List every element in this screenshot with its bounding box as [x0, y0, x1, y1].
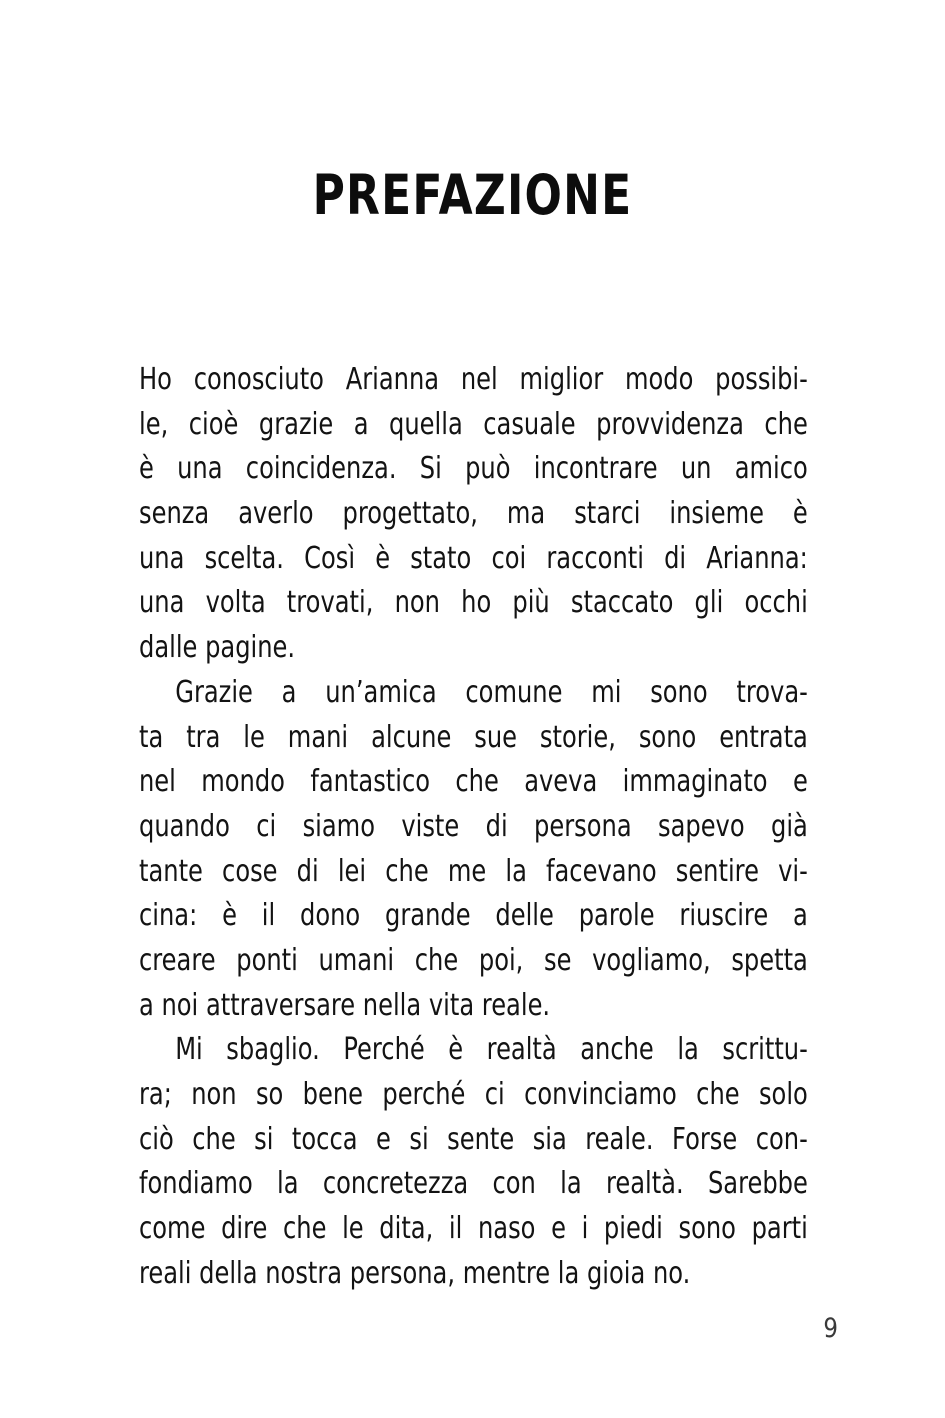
word: Grazie	[175, 674, 253, 710]
word: siamo	[302, 808, 375, 844]
word: è	[375, 540, 391, 576]
word: di	[296, 853, 319, 889]
word: trovati,	[286, 585, 374, 621]
word: sue	[474, 719, 517, 755]
word: le	[243, 719, 265, 755]
word: il	[261, 898, 276, 934]
word: una	[177, 451, 223, 487]
word: nel	[139, 764, 176, 800]
word: e	[792, 764, 808, 800]
word: il	[448, 1211, 463, 1247]
word: che	[414, 942, 459, 978]
word: grazie	[258, 406, 334, 442]
word: Arianna:	[706, 540, 808, 576]
text-line	[139, 358, 808, 403]
word: che	[283, 1211, 327, 1247]
word: umani	[318, 942, 395, 978]
word: più	[512, 585, 550, 621]
word: stato	[410, 540, 472, 576]
word: che	[764, 406, 808, 442]
word: un	[680, 451, 712, 487]
word: ma	[506, 496, 546, 532]
word: racconti	[546, 540, 644, 576]
text-line	[139, 1118, 808, 1163]
word: persona	[534, 808, 632, 844]
word: grande	[385, 898, 471, 934]
word: occhi	[744, 585, 808, 621]
word: tante	[139, 853, 203, 889]
word: la	[677, 1032, 699, 1068]
paragraph	[139, 358, 808, 671]
word: ra;	[139, 1077, 172, 1112]
word: convinciamo	[524, 1077, 677, 1112]
word: progettato,	[342, 496, 478, 532]
word: non	[191, 1077, 237, 1112]
word: tra	[186, 719, 221, 755]
word: mani	[287, 719, 349, 755]
word: se	[544, 942, 572, 978]
word: cioè	[188, 406, 239, 442]
word: che	[696, 1077, 740, 1112]
word: sono	[650, 674, 708, 710]
word: comune	[465, 674, 563, 710]
word: la	[277, 1166, 299, 1202]
word: i	[581, 1211, 589, 1247]
word: averlo	[238, 496, 314, 532]
word: un’amica	[325, 674, 437, 710]
text-line	[139, 403, 808, 448]
word: la	[560, 1166, 582, 1202]
word: che	[455, 764, 499, 800]
word: coi	[491, 540, 527, 576]
word: storie,	[539, 719, 616, 755]
word: amico	[734, 451, 808, 487]
word: sia	[532, 1121, 567, 1157]
word: spetta	[731, 942, 808, 978]
word: che	[192, 1121, 236, 1157]
text-line	[139, 894, 808, 939]
word: alcune	[371, 719, 452, 755]
word: una	[139, 585, 185, 621]
word: ponti	[236, 942, 298, 978]
word: aveva	[524, 764, 598, 800]
word: naso	[477, 1211, 536, 1247]
word: creare	[139, 942, 216, 978]
word: Così	[304, 540, 356, 576]
word: miglior	[519, 362, 604, 397]
text-line	[139, 447, 808, 492]
page-number: 9	[823, 1313, 838, 1344]
text-line	[139, 1073, 808, 1118]
word: cina:	[139, 898, 198, 934]
word: possibi-	[715, 362, 808, 397]
text-line	[139, 760, 808, 805]
word: senza	[139, 496, 210, 532]
paragraph	[139, 671, 808, 1029]
word: coincidenza.	[245, 451, 397, 487]
word: come	[139, 1211, 206, 1247]
word: può	[465, 451, 511, 487]
word: fantastico	[310, 764, 431, 800]
word: ta	[139, 719, 164, 755]
word: realtà.	[605, 1166, 684, 1202]
word: a	[353, 406, 369, 442]
word: cose	[222, 853, 278, 889]
word: Si	[419, 451, 442, 487]
text-line	[139, 1028, 808, 1073]
word: scrittu-	[722, 1032, 808, 1068]
word: anche	[580, 1032, 654, 1068]
word: a	[793, 898, 808, 934]
word: Arianna	[345, 362, 440, 397]
word: le	[342, 1211, 364, 1247]
text-line	[139, 939, 808, 984]
word: è	[792, 496, 808, 532]
word: viste	[401, 808, 460, 844]
word: ho	[461, 585, 492, 621]
word: reale.	[585, 1121, 654, 1157]
word: Ho	[139, 362, 172, 397]
word: solo	[758, 1077, 808, 1112]
word: tocca	[291, 1121, 358, 1157]
word: immaginato	[622, 764, 768, 800]
word: di	[664, 540, 687, 576]
word: ci	[256, 808, 277, 844]
word: modo	[624, 362, 694, 397]
word: quella	[389, 406, 463, 442]
text-line	[139, 805, 808, 850]
word: non	[394, 585, 440, 621]
word: scelta.	[204, 540, 284, 576]
word: e	[551, 1211, 566, 1247]
text-line	[139, 1207, 808, 1252]
word: entrata	[719, 719, 808, 755]
body-text-block	[139, 358, 808, 1296]
text-line	[139, 716, 808, 761]
word: una	[139, 540, 185, 576]
text-line	[139, 850, 808, 895]
word: Perché	[343, 1032, 425, 1068]
word: sbaglio.	[226, 1032, 320, 1068]
word: di	[485, 808, 508, 844]
word: perché	[382, 1077, 466, 1112]
word: facevano	[546, 853, 657, 889]
word: è	[139, 451, 154, 487]
word: è	[448, 1032, 464, 1068]
word: che	[385, 853, 429, 889]
text-line	[139, 1162, 808, 1207]
word: e	[376, 1121, 391, 1157]
word: so	[255, 1077, 284, 1112]
word: si	[254, 1121, 274, 1157]
word: vi-	[778, 853, 808, 889]
word: ciò	[139, 1121, 174, 1157]
word: lei	[337, 853, 367, 889]
word: quando	[139, 808, 230, 844]
word: le,	[139, 406, 169, 442]
word: piedi	[603, 1211, 663, 1247]
text-line: a noi attraversare nella vita reale.	[139, 987, 551, 1023]
word: vogliamo,	[592, 942, 711, 978]
word: provvidenza	[596, 406, 744, 442]
word: sente	[447, 1121, 515, 1157]
word: riuscire	[679, 898, 769, 934]
text-line	[139, 581, 808, 626]
word: trova-	[736, 674, 808, 710]
word: me	[447, 853, 487, 889]
text-line: reali della nostra persona, mentre la gioia no.	[139, 1255, 691, 1291]
word: la	[505, 853, 527, 889]
word: sapevo	[657, 808, 745, 844]
word: sono	[678, 1211, 736, 1247]
word: Mi	[175, 1032, 203, 1068]
word: a	[281, 674, 297, 710]
word: incontrare	[533, 451, 658, 487]
word: con	[492, 1166, 536, 1202]
paragraph	[139, 1028, 808, 1296]
word: ci	[484, 1077, 505, 1112]
word: casuale	[483, 406, 576, 442]
word: sono	[638, 719, 697, 755]
word: nel	[460, 362, 498, 397]
word: fondiamo	[139, 1166, 253, 1202]
word: parole	[578, 898, 655, 934]
word: è	[222, 898, 237, 934]
word: Sarebbe	[707, 1166, 808, 1202]
word: Forse	[672, 1121, 738, 1157]
word: mondo	[201, 764, 285, 800]
word: volta	[205, 585, 266, 621]
word: concretezza	[322, 1166, 469, 1202]
word: dono	[300, 898, 361, 934]
word: parti	[751, 1211, 808, 1247]
word: dire	[221, 1211, 268, 1247]
text-line	[139, 492, 808, 537]
word: già	[770, 808, 808, 844]
word: bene	[302, 1077, 364, 1112]
word: con-	[755, 1121, 808, 1157]
word: poi,	[478, 942, 524, 978]
word: insieme	[669, 496, 764, 532]
text-line: dalle pagine.	[139, 630, 296, 666]
word: gli	[694, 585, 724, 621]
word: si	[409, 1121, 429, 1157]
text-line	[139, 671, 808, 716]
text-line	[139, 537, 808, 582]
word: realtà	[486, 1032, 557, 1068]
word: staccato	[570, 585, 674, 621]
word: delle	[495, 898, 554, 934]
word: conosciuto	[193, 362, 324, 397]
word: sentire	[675, 853, 759, 889]
word: starci	[574, 496, 641, 532]
word: mi	[591, 674, 622, 710]
page-title: PREFAZIONE	[312, 162, 633, 227]
word: dita,	[379, 1211, 434, 1247]
